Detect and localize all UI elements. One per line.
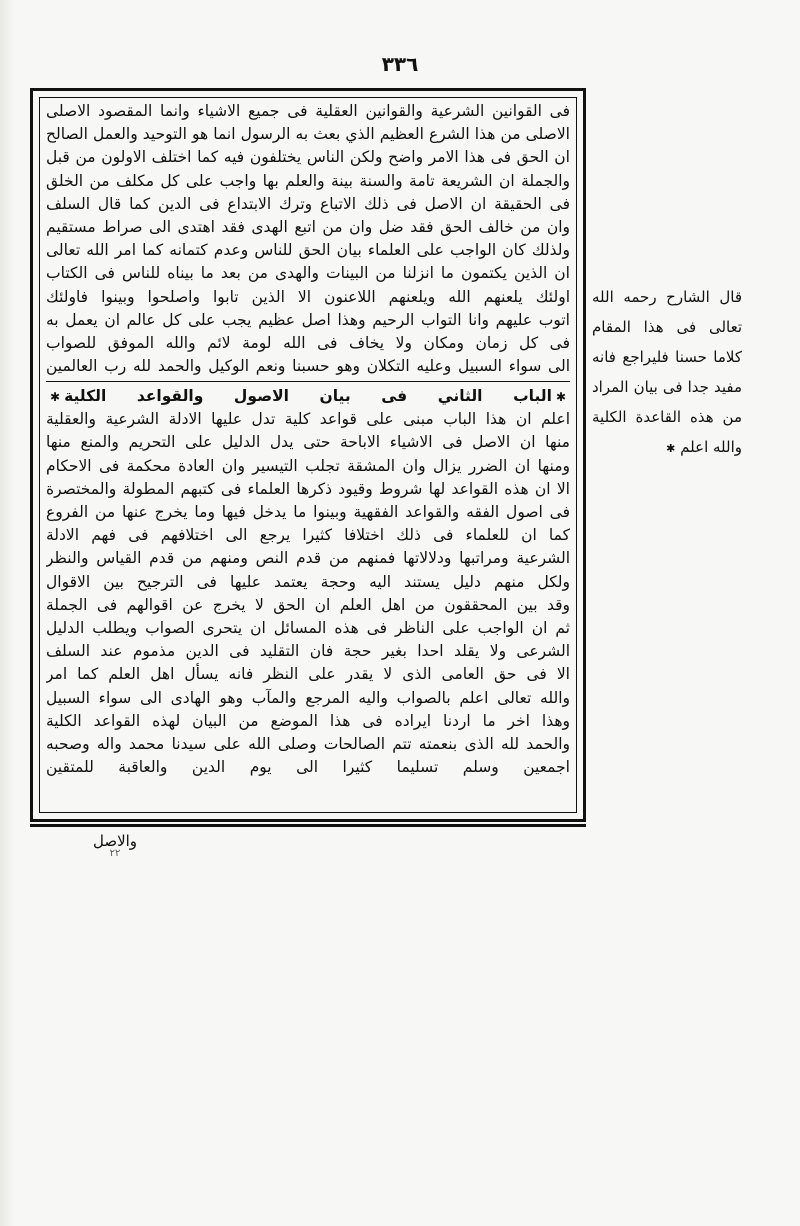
text-line: وان من خالف الحق فقد ضل وان من اتبع الهدى فقد اهتدى الى صراط مستقيم [46,217,570,236]
page-spine-shadow [0,0,14,1226]
text-line: اولئك يلعنهم الله ويلعنهم اللاعنون الا الذين تابوا واصلحوا وبينوا فاولئك [46,287,570,306]
text-line: ان الذين يكتمون ما انزلنا من البينات والهدى من بعد ما بيناه للناس فى الكتاب [46,264,570,283]
bottom-rule [30,824,586,827]
text-line: الشرعى ولا يقلد احدا بغير حجة فان التقليد فى الدين مذموم عند السلف [46,642,570,661]
text-line: اجمعين وسلم تسليما كثيرا الى يوم الدين والعاقبة للمتقين [46,758,570,777]
text-line: الا فى حق العامى الذى لا يقدر على النظر فانه يسأل اهل العلم كما امر [46,665,570,684]
star-ornament-icon: ✱ [50,390,61,405]
text-line: فى القوانين الشرعية والقوانين العقلية فى جميع الاشياء وانما المقصود الاصلى [46,102,570,120]
star-ornament-icon: ✱ [666,442,676,455]
text-frame [30,88,586,822]
page-number: ٣٣٦ [381,52,419,76]
text-line: والجملة ان الشريعة تامة والسنة بينة والعلم بها واجب على كل مكلف من الخلق [46,171,570,190]
catchword-signature: ٢٢ [109,848,121,859]
main-text-block [40,98,576,812]
text-line: الاصلى من هذا الشرع العظيم الذي بعث به الرسول انما هو التوحيد والعمل الصالح [46,125,570,144]
text-line: اعلم ان هذا الباب مبنى على قواعد كلية تدل عليها الادلة الشرعية والعقلية [46,410,570,429]
text-line: كما ان للعلماء فى ذلك اختلافا كثيرا يرجع الى اختلافهم فى فهم الادلة [46,526,570,545]
text-line: ان الحق فى هذا الامر واضح ولكن الناس يختلفون فيه كما اختلف الاولون من قبل [46,148,570,167]
text-line: ولذلك كان الواجب على العلماء بيان الحق للناس وعدم كتمانه كما امر الله تعالى [46,241,570,260]
margin-note-text: قال الشارح رحمه الله تعالى فى هذا المقام كلاما حسنا فليراجع فانه مفيد جدا فى بيان المراد من هذه القاعدة الكلية والله اعلم [592,288,742,456]
text-line: فى كل زمان ومكان ولا يخاف فى الله لومة لائم والله الموفق للصواب [46,333,570,352]
text-frame-inner [39,97,577,813]
star-ornament-icon: ✱ [555,390,566,405]
text-line: ومنها ان الضرر يزال وان المشقة تجلب التيسير وان العادة محكمة فى الاحكام [46,456,570,475]
text-line: ولكل منهم دليل يستند اليه وحجة يعتمد عليها فى الترجيح بين الاقوال [46,572,570,591]
text-line: ثم ان الواجب على الناظر فى هذه المسائل ان يتحرى الصواب ويطلب الدليل [46,618,570,637]
text-line: منها ان الاصل فى الاشياء الاباحة حتى يدل الدليل على التحريم والمنع منها [46,433,570,452]
text-line: اتوب عليهم وانا التواب الرحيم وهذا اصل عظيم يجب على كل عالم ان يعمل به [46,310,570,329]
catchword [70,832,160,859]
catchword-text: والاصل [92,832,138,850]
text-line: فى الحقيقة ان الاصل فى ذلك الاتباع وترك الابتداع فى الدين كما قال السلف [46,194,570,213]
text-line: والحمد لله الذى بنعمته تتم الصالحات وصلى الله على سيدنا محمد واله وصحبه [46,734,570,753]
margin-note [592,282,742,464]
section-heading-text: الباب الثاني فى بيان الاصول والقواعد الكلية [64,387,552,406]
section-divider [46,381,570,382]
text-line: وهذا اخر ما اردنا ايراده فى هذا الموضع من البيان لهذه القواعد الكلية [46,711,570,730]
section-heading [46,384,570,408]
text-line: والله تعالى اعلم بالصواب واليه المرجع والمآب وهو الهادى الى سواء السبيل [46,688,570,707]
text-line: الشرعية ومراتبها ودلالاتها فمنهم من قدم النص ومنهم من قدم القياس والنظر [46,549,570,568]
text-line: الا ان هذه القواعد لها شروط وقيود ذكرها العلماء فى كتبهم المطولة والمختصرة [46,479,570,498]
text-line: وقد بين المحققون من اهل العلم ان الحق لا يخرج عن اقوالهم فى الجملة [46,595,570,614]
text-line: فى اصول الفقه والقواعد الفقهية وبينوا ما يدخل فيها وما يخرج عنها من الفروع [46,503,570,521]
text-line: الى سواء السبيل وعليه التكلان وهو حسبنا ونعم الوكيل والحمد لله رب العالمين [46,357,570,376]
